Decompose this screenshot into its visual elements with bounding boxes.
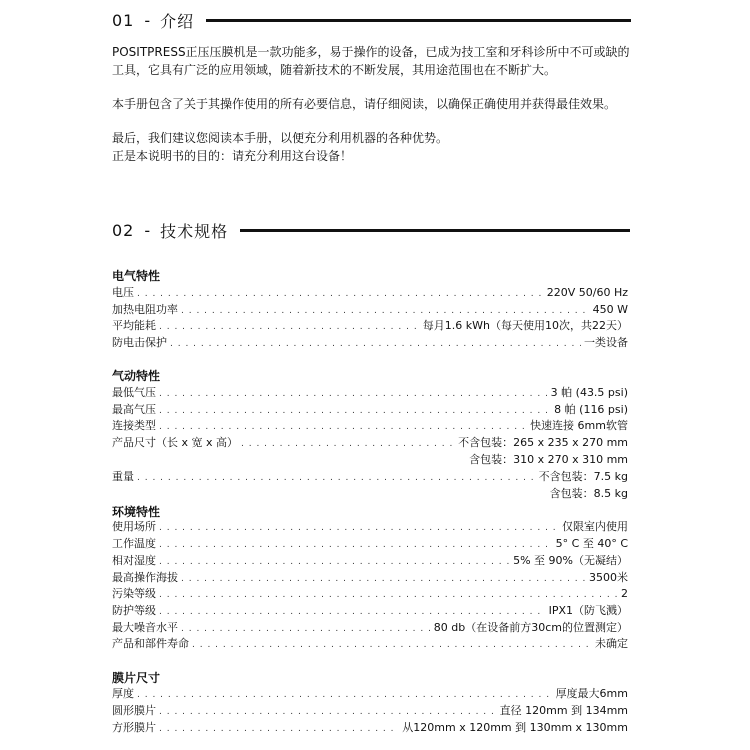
dot-leader <box>159 703 497 720</box>
spec-label: 相对湿度 <box>112 554 156 567</box>
spec-label: 电压 <box>112 286 134 299</box>
spec-row <box>112 469 628 485</box>
dot-leader <box>137 285 544 302</box>
dot-leader <box>181 570 586 587</box>
dot-leader <box>159 586 618 603</box>
spec-value: 3500米 <box>589 571 628 584</box>
intro-paragraph-4 <box>112 147 642 165</box>
dot-leader <box>159 553 510 570</box>
section-dash: - <box>144 11 151 30</box>
spec-row <box>112 586 628 602</box>
section-title: 技术规格 <box>160 222 229 241</box>
spec-label: 产品尺寸（长 x 宽 x 高） <box>112 436 239 449</box>
intro-line: 正是本说明书的目的：请充分利用这台设备！ <box>112 149 353 163</box>
dot-leader <box>137 469 536 486</box>
spec-value: 每月1.6 kWh（每天使用10次，共22天） <box>422 319 628 332</box>
intro-paragraph-3 <box>112 129 642 147</box>
spec-row <box>112 385 628 401</box>
spec-value: 不含包装：265 x 235 x 270 mm <box>458 436 628 449</box>
spec-value: 仅限室内使用 <box>562 520 628 533</box>
section-title: 介绍 <box>160 12 195 31</box>
spec-value: 一类设备 <box>584 336 628 349</box>
spec-value: 3 帕 (43.5 psi) <box>550 386 628 399</box>
spec-row <box>112 318 628 334</box>
spec-row <box>112 553 628 569</box>
spec-value: 直径 120mm 到 134mm <box>499 704 628 717</box>
spec-label: 最大噪音水平 <box>112 621 178 634</box>
dot-leader <box>181 620 431 637</box>
spec-value: 厚度最大6mm <box>555 687 628 700</box>
spec-label: 防护等级 <box>112 604 156 617</box>
spec-row <box>112 402 628 418</box>
spec-row <box>112 720 628 736</box>
group-title-electrical: 电气特性 <box>112 269 161 283</box>
spec-label: 工作温度 <box>112 537 156 550</box>
spec-row <box>112 418 628 434</box>
spec-row <box>112 570 628 586</box>
section-number: 01 <box>112 11 135 30</box>
intro-paragraph-2 <box>112 95 642 113</box>
dot-leader <box>192 636 592 653</box>
spec-row <box>112 636 628 652</box>
dot-leader <box>159 720 399 737</box>
spec-value: 未确定 <box>595 637 628 650</box>
dot-leader <box>159 402 551 419</box>
spec-label: 最高气压 <box>112 403 156 416</box>
group-title-film: 膜片尺寸 <box>112 671 161 685</box>
spec-label: 加热电阻功率 <box>112 303 178 316</box>
section-heading-introduction <box>112 9 631 32</box>
spec-row <box>112 335 628 351</box>
spec-row <box>112 435 628 451</box>
dot-leader <box>159 318 420 335</box>
intro-paragraph-1 <box>112 43 642 79</box>
spec-row <box>112 536 628 552</box>
intro-line: 本手册包含了关于其操作使用的所有必要信息，请仔细阅读，以确保正确使用并获得最佳效果。 <box>112 97 617 111</box>
spec-value: 80 db（在设备前方30cm的位置测定） <box>433 621 628 634</box>
dot-leader <box>159 519 559 536</box>
dot-leader <box>159 385 548 402</box>
dot-leader <box>170 335 581 352</box>
section-heading-specifications <box>112 219 630 242</box>
spec-value: 2 <box>621 587 628 600</box>
spec-row <box>112 519 628 535</box>
spec-label: 连接类型 <box>112 419 156 432</box>
spec-label: 使用场所 <box>112 520 156 533</box>
section-rule <box>206 19 631 22</box>
spec-value: 从120mm x 120mm 到 130mm x 130mm <box>402 721 628 734</box>
spec-label: 最高操作海拔 <box>112 571 178 584</box>
spec-label: 产品和部件寿命 <box>112 637 189 650</box>
dot-leader <box>159 536 553 553</box>
section-number: 02 <box>112 221 135 240</box>
intro-line: POSITPRESS正压压膜机是一款功能多，易于操作的设备，已成为技工室和牙科诊所中不可或缺的 <box>112 45 630 59</box>
spec-value: 220V 50/60 Hz <box>546 286 628 299</box>
spec-value: IPX1（防飞溅） <box>548 604 628 617</box>
dot-leader <box>137 686 553 703</box>
spec-value: 8 帕 (116 psi) <box>554 403 628 416</box>
spec-label: 圆形膜片 <box>112 704 156 717</box>
spec-label: 最低气压 <box>112 386 156 399</box>
section-dash: - <box>144 221 151 240</box>
group-title-pneumatic: 气动特性 <box>112 369 161 383</box>
spec-label: 重量 <box>112 470 134 483</box>
spec-value: 快速连接 6mm软管 <box>530 419 628 432</box>
spec-row <box>112 703 628 719</box>
intro-line: 工具，它具有广泛的应用领域，随着新技术的不断发展，其用途范围也在不断扩大。 <box>112 63 557 77</box>
spec-value: 5% 至 90%（无凝结） <box>513 554 628 567</box>
spec-row <box>112 603 628 619</box>
dot-leader <box>159 418 527 435</box>
spec-value: 5° C 至 40° C <box>555 537 628 550</box>
spec-row-continuation <box>112 486 628 502</box>
dot-leader <box>241 435 455 452</box>
spec-row <box>112 302 628 318</box>
spec-label: 平均能耗 <box>112 319 156 332</box>
dot-leader <box>159 603 546 620</box>
spec-value: 不含包装：7.5 kg <box>538 470 628 483</box>
spec-label: 方形膜片 <box>112 721 156 734</box>
spec-value: 含包装：310 x 270 x 310 mm <box>469 453 628 466</box>
spec-value: 含包装：8.5 kg <box>549 487 628 500</box>
spec-row <box>112 620 628 636</box>
spec-label: 防电击保护 <box>112 336 167 349</box>
spec-row <box>112 686 628 702</box>
intro-line: 最后，我们建议您阅读本手册，以便充分利用机器的各种优势。 <box>112 131 449 145</box>
spec-value: 450 W <box>592 303 628 316</box>
section-rule <box>240 229 630 232</box>
dot-leader <box>181 302 590 319</box>
spec-label: 厚度 <box>112 687 134 700</box>
spec-label: 污染等级 <box>112 587 156 600</box>
spec-row-continuation <box>112 452 628 468</box>
spec-row <box>112 285 628 301</box>
group-title-environment: 环境特性 <box>112 505 161 519</box>
